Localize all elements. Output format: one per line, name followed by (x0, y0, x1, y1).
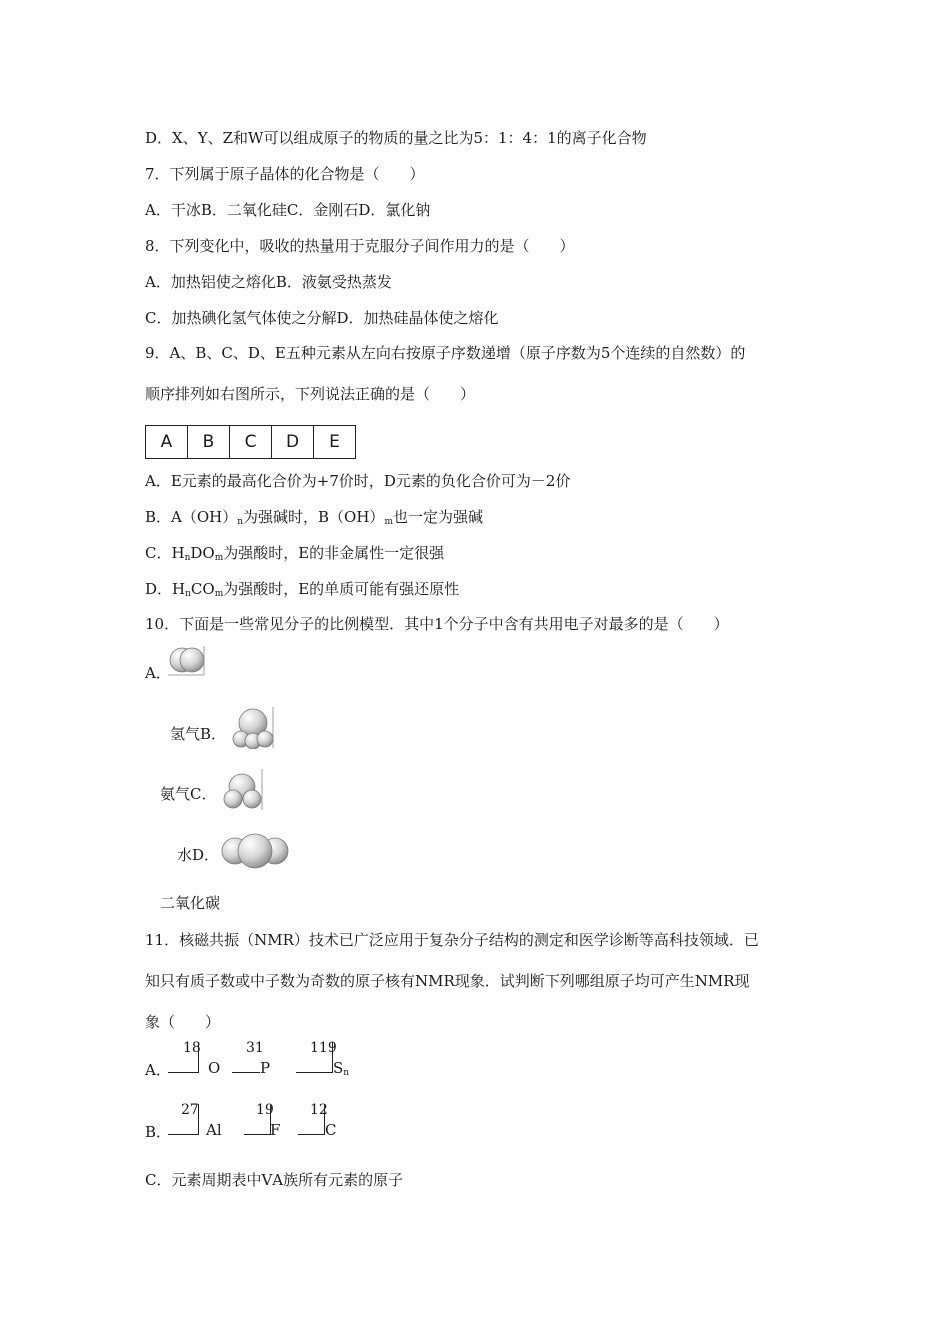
element-cell-e: E (314, 426, 356, 459)
q8-options-cd: C．加热碘化氢气体使之分解D．加热硅晶体使之熔化 (145, 309, 499, 327)
q10-option-d: 水D． (177, 846, 220, 864)
q8-options-ab: A．加热铝使之熔化B．液氨受热蒸发 (145, 273, 392, 291)
q10-label-a: A． (145, 664, 171, 682)
q9-option-a: A．E元素的最高化合价为+7价时，D元素的负化合价可为－2价 (145, 472, 571, 490)
q11-option-a-isotopes: 18 O 31 P 119 $S_n$ (168, 1040, 348, 1080)
element-cell-b: B (188, 426, 230, 459)
q11-stem-line2: 知只有质子数或中子数为奇数的原子核有NMR现象．试判断下列哪组原子均可产生NMR现 (145, 972, 750, 990)
q9-stem-line1: 9．A、B、C、D、E五种元素从左向右按原子序数递增（原子序数为5个连续的自然数）的 (145, 344, 746, 362)
q11-option-b-isotopes: 27 Al 19 F 12 C (168, 1102, 348, 1142)
q10-option-c: 氨气C． (160, 785, 217, 803)
h2o-model-image (222, 767, 264, 811)
q11-stem-line3: 象（ ） (145, 1013, 221, 1031)
q9-option-b: B．$A(OH)_n$为强碱时，$B(OH)_m$也一定为强碱 (145, 508, 483, 527)
q11-stem-line1: 11．核磁共振（NMR）技术已广泛应用于复杂分子结构的测定和医学诊断等高科技领域．已 (145, 931, 759, 949)
element-order-table (145, 425, 356, 459)
q6-option-d: D．X、Y、Z和W可以组成原子的物质的量之比为5：1：4：1的离子化合物 (145, 129, 647, 147)
h2-model-image (168, 644, 208, 676)
q9-stem-line2: 顺序排列如右图所示，下列说法正确的是（ ） (145, 385, 476, 403)
co2-model-image (221, 832, 289, 870)
q11-option-a-label: A． (145, 1061, 171, 1079)
q8-stem: 8．下列变化中，吸收的热量用于克服分子间作用力的是（ ） (145, 237, 575, 255)
q11-option-c: C．元素周期表中ⅤA族所有元素的原子 (145, 1171, 404, 1189)
q10-option-b: 氢气B． (170, 725, 227, 743)
q11-option-b-label: B． (145, 1123, 172, 1141)
element-cell-d: D (272, 426, 314, 459)
q9-option-d: D．$H_nCO_m$为强酸时，E的单质可能有强还原性 (145, 580, 460, 599)
q10-stem: 10．下面是一些常见分子的比例模型．其中1个分子中含有共用电子对最多的是（ ） (145, 615, 729, 633)
nh3-model-image (229, 705, 275, 749)
q7-stem: 7．下列属于原子晶体的化合物是（ ） (145, 165, 425, 183)
q9-option-c: C．$H_nDO_m$为强酸时，E的非金属性一定很强 (145, 544, 445, 563)
element-cell-a: A (146, 426, 188, 459)
q7-options: A．干冰B．二氧化硅C．金刚石D．氯化钠 (145, 201, 431, 219)
q10-option-d-name: 二氧化碳 (160, 894, 221, 912)
element-cell-c: C (230, 426, 272, 459)
